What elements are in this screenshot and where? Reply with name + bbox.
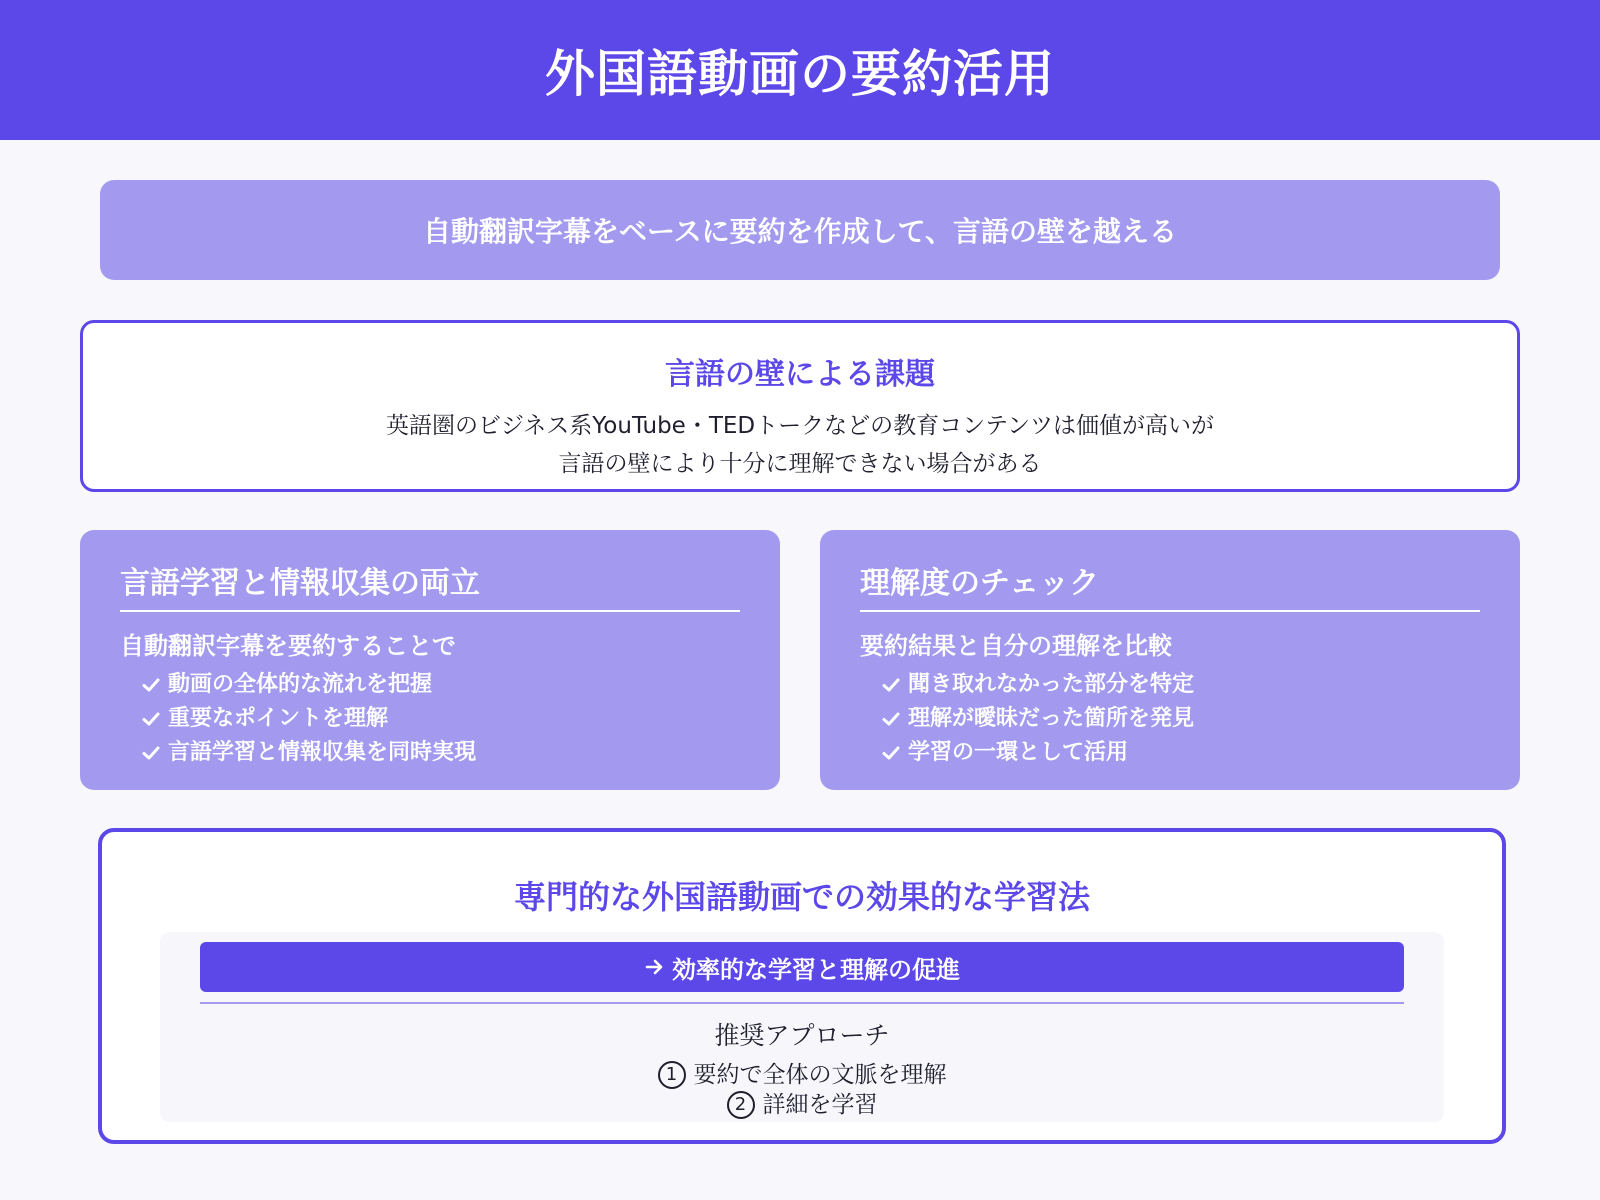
- issue-text: [83, 407, 1517, 483]
- header: [0, 0, 1600, 140]
- step-text: 要約で全体の文脈を理解: [693, 1062, 947, 1088]
- list-item-label: 理解が曖昧だった箇所を発見: [908, 706, 1195, 731]
- issue-box: [80, 320, 1520, 492]
- issue-line-2: 言語の壁により十分に理解できない場合がある: [558, 451, 1042, 477]
- list-item: [140, 702, 476, 736]
- issue-line-1: 英語圏のビジネス系YouTube・TEDトークなどの教育コンテンツは価値が高いが: [386, 413, 1214, 439]
- step-item: [160, 1090, 1444, 1120]
- arrow-right-icon: [644, 956, 666, 978]
- list-item: [140, 668, 476, 702]
- card-comprehension-check: [820, 530, 1520, 790]
- learning-method-box: [98, 828, 1506, 1144]
- list-item-label: 聞き取れなかった部分を特定: [908, 672, 1195, 697]
- check-icon: [880, 674, 902, 696]
- check-icon: [880, 742, 902, 764]
- method-title: 専門的な外国語動画での効果的な学習法: [513, 878, 1090, 916]
- list-item-label: 言語学習と情報収集を同時実現: [168, 740, 477, 765]
- check-icon: [880, 708, 902, 730]
- step-number: 1: [658, 1061, 686, 1089]
- method-panel: [160, 932, 1444, 1122]
- card-divider: [860, 610, 1480, 612]
- list-item-label: 学習の一環として活用: [908, 740, 1129, 765]
- list-item: [880, 702, 1194, 736]
- check-icon: [140, 708, 162, 730]
- issue-title: 言語の壁による課題: [665, 357, 935, 392]
- card-title: 言語学習と情報収集の両立: [120, 566, 480, 601]
- promo-label: 効率的な学習と理解の促進: [672, 955, 960, 984]
- card-divider: [120, 610, 740, 612]
- card-lead: 要約結果と自分の理解を比較: [860, 632, 1172, 660]
- steps-list: [160, 1060, 1444, 1120]
- card-list: [140, 668, 476, 770]
- subtitle-banner: 自動翻訳字幕をベースに要約を作成して、言語の壁を越える: [100, 180, 1500, 280]
- promo-divider: [200, 1002, 1404, 1004]
- list-item-label: 重要なポイントを理解: [168, 706, 389, 731]
- card-list: [880, 668, 1194, 770]
- card-title: 理解度のチェック: [860, 566, 1100, 601]
- card-language-learning: [80, 530, 780, 790]
- check-icon: [140, 742, 162, 764]
- step-item: [160, 1060, 1444, 1090]
- page-title: 外国語動画の要約活用: [545, 45, 1055, 103]
- promo-bar: [200, 942, 1404, 992]
- approach-title: 推奨アプローチ: [714, 1021, 890, 1050]
- step-number: 2: [727, 1091, 755, 1119]
- list-item: [140, 736, 476, 770]
- list-item: [880, 668, 1194, 702]
- list-item-label: 動画の全体的な流れを把握: [168, 672, 433, 697]
- list-item: [880, 736, 1194, 770]
- check-icon: [140, 674, 162, 696]
- card-lead: 自動翻訳字幕を要約することで: [120, 632, 456, 660]
- step-text: 詳細を学習: [762, 1092, 878, 1118]
